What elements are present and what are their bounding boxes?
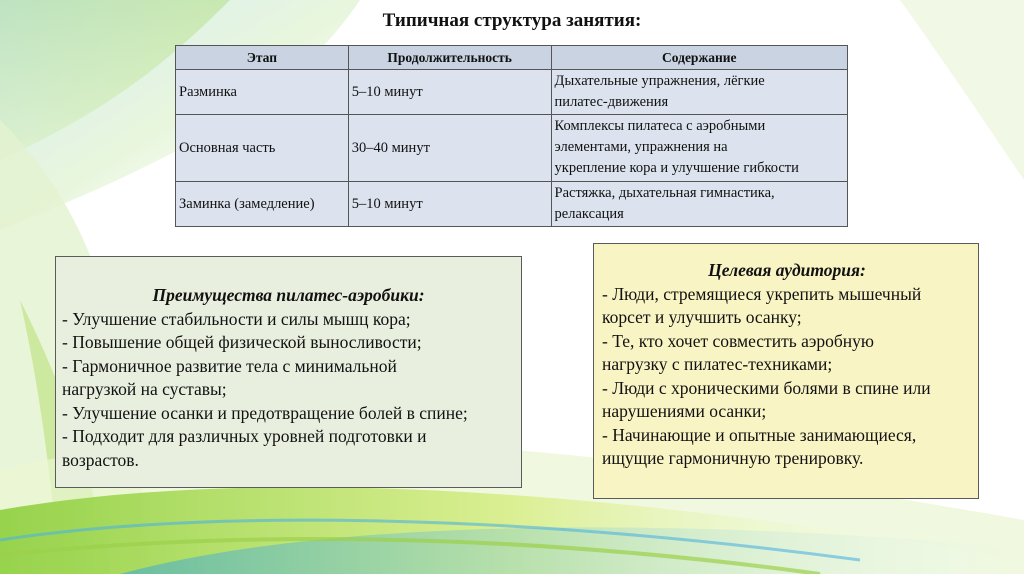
table-header-row xyxy=(176,46,848,70)
benefits-box xyxy=(55,256,522,488)
content-cell xyxy=(551,115,847,182)
audience-line: нарушениями осанки; xyxy=(602,401,767,421)
content-line: укрепление кора и улучшение гибкости xyxy=(554,160,799,176)
audience-title: Целевая аудитория: xyxy=(708,260,866,280)
table-row xyxy=(176,70,848,115)
stage-cell: Основная часть xyxy=(176,115,349,182)
benefits-line: - Улучшение осанки и предотвращение болей в спине; xyxy=(62,402,468,423)
content-line: Дыхательные упражнения, лёгкие xyxy=(554,73,765,89)
duration-cell: 5–10 минут xyxy=(348,182,551,227)
audience-line: корсет и улучшить осанку; xyxy=(602,307,802,327)
header-stage: Этап xyxy=(176,46,349,70)
audience-line: - Начинающие и опытные занимающиеся, xyxy=(602,424,917,445)
table-row xyxy=(176,182,848,227)
benefits-title: Преимущества пилатес-аэробики: xyxy=(152,285,425,305)
header-duration: Продолжительность xyxy=(348,46,551,70)
duration-cell: 30–40 минут xyxy=(348,115,551,182)
content-line: релаксация xyxy=(554,206,624,222)
content-line: элементами, упражнения на xyxy=(554,139,728,155)
benefits-line: - Повышение общей физической выносливости; xyxy=(62,332,422,352)
content-cell xyxy=(551,182,847,227)
content-cell xyxy=(551,70,847,115)
stage-cell: Разминка xyxy=(176,70,349,115)
benefits-line: - Улучшение стабильности и силы мышц кора; xyxy=(62,308,411,329)
table-row xyxy=(176,115,848,182)
content-line: пилатес-движения xyxy=(554,94,669,110)
content-line: Комплексы пилатеса с аэробными xyxy=(554,118,766,134)
benefits-line: возрастов. xyxy=(62,449,139,470)
slide-title: Типичная структура занятия: xyxy=(382,10,642,31)
benefits-line: нагрузкой на суставы; xyxy=(62,379,227,399)
duration-cell: 5–10 минут xyxy=(348,70,551,115)
audience-line: - Те, кто хочет совместить аэробную xyxy=(602,330,874,351)
content-line: Растяжка, дыхательная гимнастика, xyxy=(554,185,775,201)
audience-line: - Люди с хроническими болями в спине или xyxy=(602,377,931,398)
benefits-line: - Подходит для различных уровней подготовки и xyxy=(62,426,427,446)
stage-cell: Заминка (замедление) xyxy=(176,182,349,227)
audience-line: ищущие гармоничную тренировку. xyxy=(602,448,864,468)
header-content: Содержание xyxy=(551,46,847,70)
lesson-structure-table xyxy=(175,45,848,227)
audience-box xyxy=(593,243,979,499)
benefits-line: - Гармоничное развитие тела с минимальной xyxy=(62,355,397,376)
audience-line: нагрузку с пилатес-техниками; xyxy=(602,354,833,374)
audience-line: - Люди, стремящиеся укрепить мышечный xyxy=(602,283,922,304)
